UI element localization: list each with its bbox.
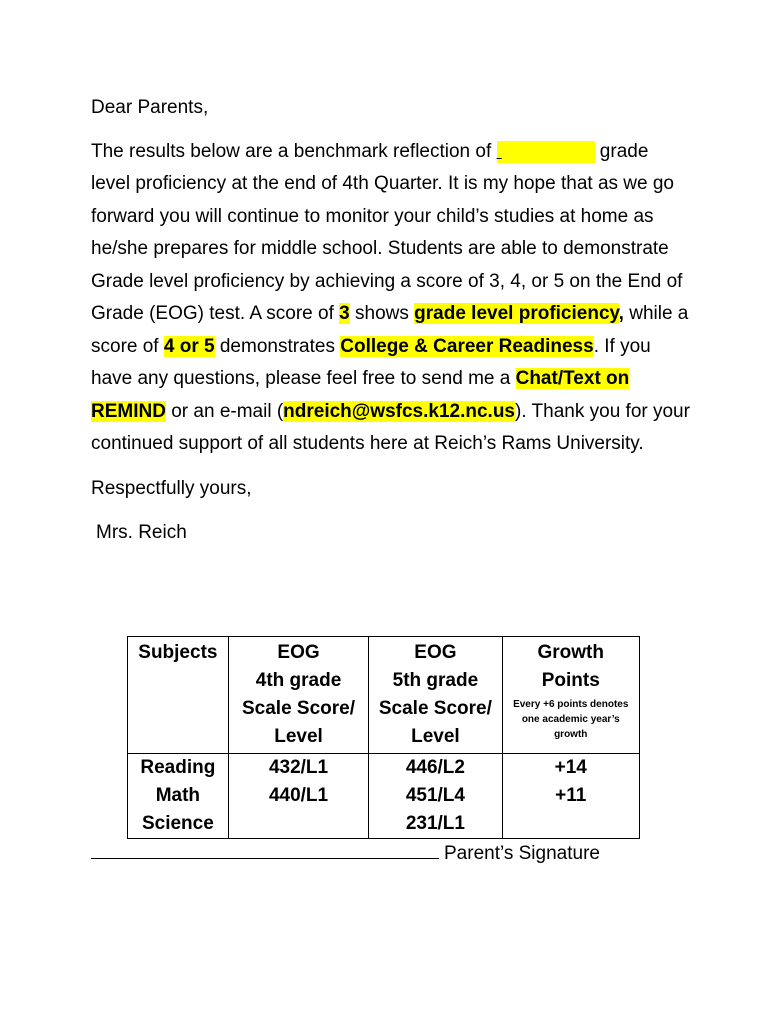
cell-eog5: 451/L4	[369, 782, 502, 810]
text-segment: shows	[349, 303, 415, 324]
header-line: Scale Score/	[242, 698, 356, 719]
cell-subject: Math	[128, 782, 229, 810]
table-row	[128, 782, 640, 810]
header-line: Growth	[537, 642, 604, 663]
text-segment: . If you have any questions, please feel free to send me a	[91, 335, 651, 389]
highlight-score-3: 3	[339, 303, 350, 324]
header-eog-4th-grade	[228, 637, 369, 754]
text-segment: ,	[618, 303, 624, 324]
signer-name: Mrs. Reich	[96, 522, 187, 543]
header-line: Level	[411, 726, 460, 747]
highlight-score-4-or-5: 4 or 5	[163, 335, 215, 357]
text-segment: or an e-mail (	[165, 400, 284, 422]
cell-subject: Reading	[128, 754, 229, 783]
cell-eog4	[228, 810, 369, 839]
header-line: Level	[274, 726, 323, 747]
cell-growth	[502, 810, 640, 839]
text-segment: while a score of	[91, 303, 689, 357]
header-line: EOG	[277, 642, 320, 663]
cell-eog5: 446/L2	[369, 754, 502, 783]
closing: Respectfully yours,	[91, 477, 252, 499]
text-segment: grade level proficiency at the end of 4th Quarter. It is my hope that as we go forward you will continue to monitor your child’s studies at home as he/she prepares for middle school. Students are able to demonstrate Grade level proficiency by achieving a score of 3, 4, or 5 on the End of Grade (EOG) test. A score of	[91, 140, 683, 324]
score-table	[127, 636, 640, 839]
header-line: Scale Score/	[378, 698, 492, 719]
growth-note: Every +6 points denotes one academic year’s growth	[513, 699, 629, 740]
table-header-row	[128, 637, 640, 754]
letter-body	[91, 92, 691, 550]
signature-line	[91, 840, 600, 868]
header-line: 4th grade	[255, 670, 342, 691]
cell-growth: +11	[502, 782, 640, 810]
cell-eog4: 440/L1	[228, 782, 369, 810]
letter-paragraph	[91, 136, 691, 461]
header-subjects	[128, 637, 229, 754]
text-segment: The results below are a benchmark reflection of	[91, 140, 497, 162]
cell-growth: +14	[502, 754, 640, 783]
header-line: EOG	[414, 642, 457, 663]
highlight-grade-level-proficiency: grade level proficiency	[414, 303, 619, 324]
text-segment: demonstrates	[214, 335, 341, 357]
header-eog-5th-grade	[369, 637, 502, 754]
header-label: Subjects	[138, 642, 218, 663]
cell-eog4: 432/L1	[228, 754, 369, 783]
email-link[interactable]: ndreich@wsfcs.k12.nc.us	[283, 400, 515, 422]
text-segment: ). Thank you for your continued support of all students here at Reich’s Rams University.	[91, 400, 690, 454]
cell-subject: Science	[128, 810, 229, 839]
cell-eog5: 231/L1	[369, 810, 502, 839]
header-growth-points	[502, 637, 640, 754]
grade-blank-field	[497, 141, 595, 163]
header-line: 5th grade	[392, 670, 479, 691]
highlight-remind: Chat/Text on REMIND	[91, 368, 630, 422]
greeting: Dear Parents,	[91, 97, 209, 118]
table-row	[128, 754, 640, 783]
header-line: Points	[541, 670, 600, 691]
signature-field[interactable]	[91, 840, 439, 859]
highlight-college-career-readiness: College & Career Readiness	[340, 335, 594, 357]
signature-label: Parent’s Signature	[444, 843, 600, 864]
table-row	[128, 810, 640, 839]
